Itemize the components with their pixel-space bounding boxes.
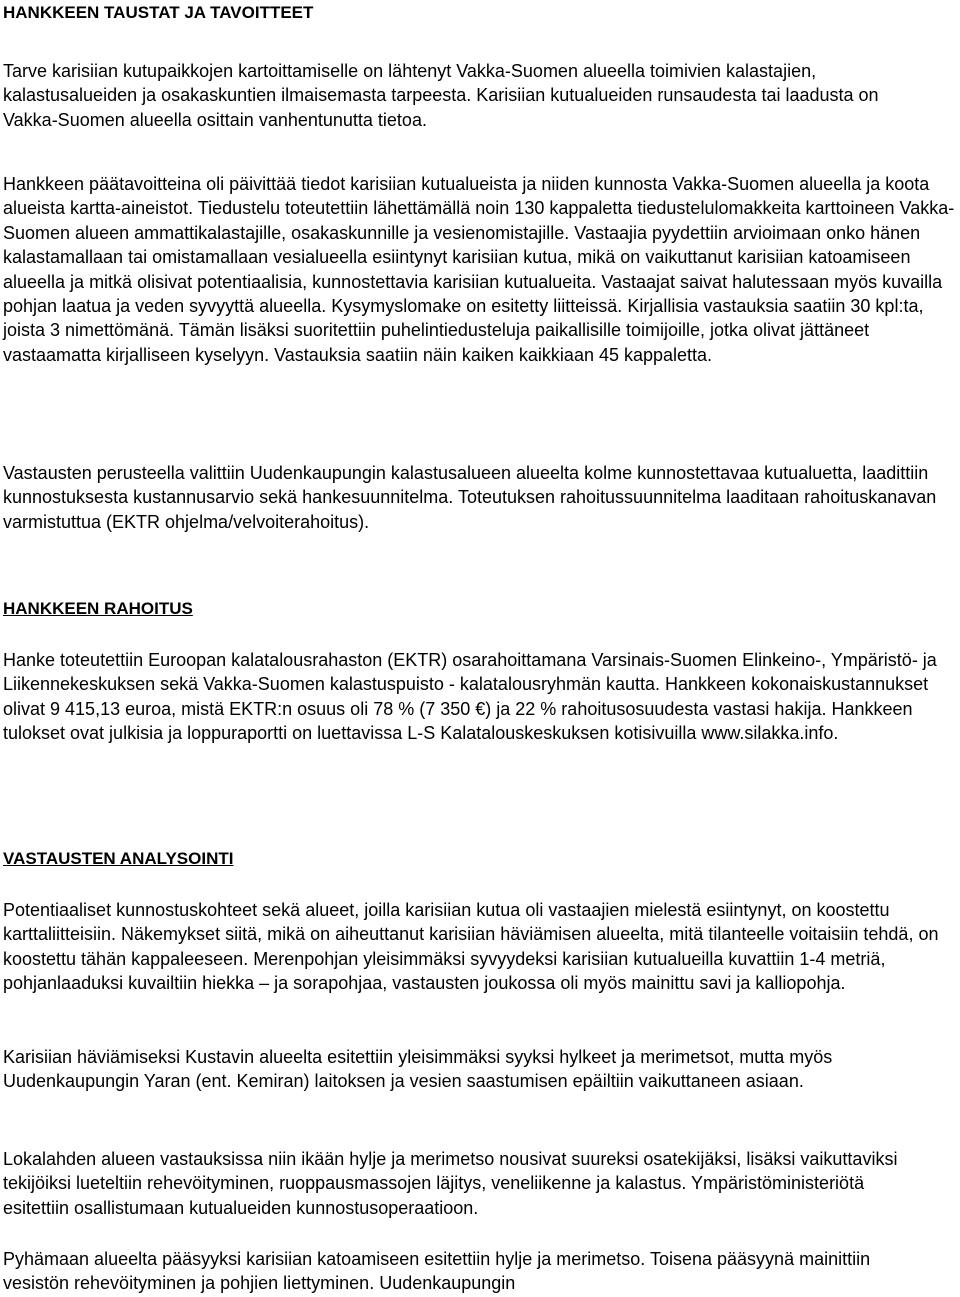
section-heading-analysointi: VASTAUSTEN ANALYSOINTI xyxy=(3,849,234,868)
paragraph-taustat-1: Tarve karisiian kutupaikkojen kartoittamiselle on lähtenyt Vakka-Suomen alueella toimivien kalastajien, kalastusalueiden ja osakaskuntien ilmaisemasta tarpeesta. Karisiian kutualueiden runsaudesta tai laadusta on Vakka-Suomen alueella osittain vanhentunutta tietoa. xyxy=(3,61,879,130)
section-heading-rahoitus: HANKKEEN RAHOITUS xyxy=(3,599,193,618)
paragraph-analysointi-4: Pyhämaan alueelta pääsyyksi karisiian katoamiseen esitettiin hylje ja merimetso. Toisena pääsyynä mainittiin vesistön rehevöityminen ja pohjien liettyminen. Uudenkaupungin xyxy=(3,1249,871,1294)
paragraph-analysointi-2: Karisiian häviämiseksi Kustavin alueelta esitettiin yleisimmäksi syyksi hylkeet ja merimetsot, mutta myös Uudenkaupungin Yaran (ent. Kemiran) laitoksen ja vesien saastumisen epäiltiin vaikuttaneen asiaan. xyxy=(3,1047,833,1092)
section-heading-taustat: HANKKEEN TAUSTAT JA TAVOITTEET xyxy=(3,3,314,22)
paragraph-taustat-3: Vastausten perusteella valittiin Uudenkaupungin kalastusalueen alueelta kolme kunnostettavaa kutualuetta, laadittiin kunnostuksesta kustannusarvio sekä hankesuunnitelma. Toteutuksen rahoitussuunnitelma laaditaan rahoituskanavan varmistuttua (EKTR ohjelma/velvoiterahoitus). xyxy=(3,463,937,532)
paragraph-analysointi-3: Lokalahden alueen vastauksissa niin ikään hylje ja merimetso nousivat suureksi osatekijäksi, lisäksi vaikuttaviksi tekijöiksi lueteltiin rehevöityminen, ruoppausmassojen läjitys, veneliikenne ja kalastus. Ympäristöministeriötä esitettiin osallistumaan kutualueiden kunnostusoperaatioon. xyxy=(3,1149,898,1218)
paragraph-taustat-2: Hankkeen päätavoitteina oli päivittää tiedot karisiian kutualueista ja niiden kunnosta Vakka-Suomen alueella ja koota alueista kartta-aineistot. Tiedustelu toteutettiin lähettämällä noin 130 kappaletta tiedustelulomakkeita karttoineen Vakka-Suomen alueen ammattikalastajille, osakaskunnille ja vesienomistajille. Vastaajia pyydettiin arvioimaan onko hänen kalastamallaan tai omistamallaan vesialueella esiintynyt karisiian kutua, mikä on vaikuttanut karisiian katoamiseen alueella ja mitkä olisivat potentiaalisia, kunnostettavia karisiian kutualueita. Vastaajat saivat halutessaan myös kuvailla pohjan laatua ja veden syvyyttä alueella. Kysymyslomake on esitetty liitteissä. Kirjallisia vastauksia saatiin 30 kpl:ta, joista 3 nimettömänä. Tämän lisäksi suoritettiin puhelintiedusteluja paikallisille toimijoille, jotka olivat jättäneet vastaamatta kirjalliseen kyselyyn. Vastauksia saatiin näin kaiken kaikkiaan 45 kappaletta. xyxy=(3,174,955,365)
paragraph-rahoitus-1: Hanke toteutettiin Euroopan kalatalousrahaston (EKTR) osarahoittamana Varsinais-Suomen Elinkeino-, Ympäristö- ja Liikennekeskuksen sekä Vakka-Suomen kalastuspuisto - kalatalousryhmän kautta. Hankkeen kokonaiskustannukset olivat 9 415,13 euroa, mistä EKTR:n osuus oli 78 % (7 350 €) ja 22 % rahoitusosuudesta vastasi hakija. Hankkeen tulokset ovat julkisia ja loppuraportti on luettavissa L-S Kalatalouskeskuksen kotisivuilla www.silakka.info. xyxy=(3,650,937,744)
paragraph-analysointi-1: Potentiaaliset kunnostuskohteet sekä alueet, joilla karisiian kutua oli vastaajien mielestä esiintynyt, on koostettu karttaliitteisiin. Näkemykset siitä, mikä on aiheuttanut karisiian häviämisen alueelta, mitä tilanteelle voitaisiin tehdä, on koostettu tähän kappaleeseen. Merenpohjan yleisimmäksi syvyydeksi karisiian kutualueilla kuvattiin 1-4 metriä, pohjanlaaduksi kuvailtiin hiekka – ja sorapohjaa, vastausten joukossa oli myös mainittu savi ja kalliopohja. xyxy=(3,900,939,994)
